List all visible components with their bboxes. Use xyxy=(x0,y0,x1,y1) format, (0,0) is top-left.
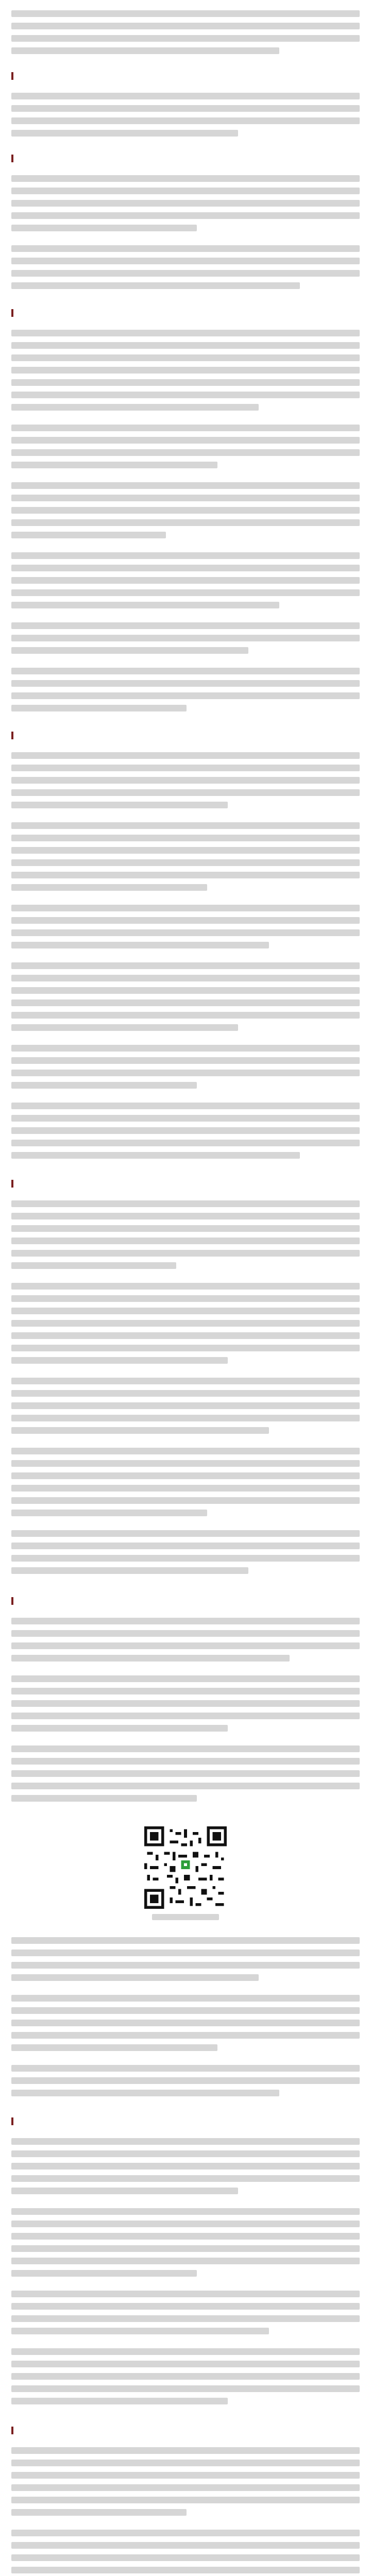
text-line xyxy=(11,1758,360,1765)
text-line xyxy=(11,1937,360,1944)
text-line xyxy=(11,1295,360,1302)
text-line xyxy=(11,622,360,629)
text-line xyxy=(11,2090,279,2096)
text-line xyxy=(11,2554,360,2561)
text-line xyxy=(11,2373,360,2380)
text-line xyxy=(11,354,360,361)
section-heading xyxy=(11,72,114,81)
text-line xyxy=(11,1045,360,1052)
text-line xyxy=(11,1485,360,1492)
text-line xyxy=(11,577,360,584)
text-line xyxy=(11,47,279,54)
text-line xyxy=(11,282,300,289)
text-line xyxy=(11,1448,360,1454)
text-line xyxy=(11,1713,360,1719)
qr-caption xyxy=(152,1914,219,1920)
text-line xyxy=(11,117,360,124)
text-line xyxy=(11,1555,360,1562)
section-heading xyxy=(11,732,166,741)
text-line xyxy=(11,2291,360,2297)
text-line xyxy=(11,2348,360,2355)
text-line xyxy=(11,449,360,456)
text-line xyxy=(11,872,360,878)
text-line xyxy=(11,1283,360,1290)
text-line xyxy=(11,1688,360,1694)
text-line xyxy=(11,1140,360,1146)
text-line xyxy=(11,1115,360,1122)
text-line xyxy=(11,2385,360,2392)
text-line xyxy=(11,2303,360,2310)
text-line xyxy=(11,905,360,911)
text-line xyxy=(11,2398,228,2404)
text-line xyxy=(11,2270,197,2277)
text-line xyxy=(11,789,360,796)
text-line xyxy=(11,1012,360,1019)
text-line xyxy=(11,495,360,501)
text-line xyxy=(11,2032,360,2039)
text-line xyxy=(11,258,360,264)
text-line xyxy=(11,1675,360,1682)
text-line xyxy=(11,1378,360,1384)
text-line xyxy=(11,1497,360,1504)
text-line xyxy=(11,565,360,571)
text-line xyxy=(11,2175,360,2182)
text-line xyxy=(11,1127,360,1134)
text-line xyxy=(11,1783,360,1789)
text-line xyxy=(11,1745,360,1752)
text-line xyxy=(11,532,166,538)
text-line xyxy=(11,1332,360,1339)
text-line xyxy=(11,1618,360,1624)
text-line xyxy=(11,2150,360,2157)
text-line xyxy=(11,23,360,29)
text-line xyxy=(11,507,360,514)
text-line xyxy=(11,437,360,444)
text-line xyxy=(11,1725,228,1732)
text-line xyxy=(11,1530,360,1537)
text-line xyxy=(11,917,360,924)
text-line xyxy=(11,2567,360,2573)
section-heading xyxy=(11,309,135,318)
text-line xyxy=(11,200,360,207)
text-line xyxy=(11,519,360,526)
text-line xyxy=(11,2138,360,2145)
text-line xyxy=(11,1238,360,1244)
text-line xyxy=(11,1262,176,1269)
text-line xyxy=(11,1070,360,1076)
text-line xyxy=(11,1357,228,1364)
text-line xyxy=(11,175,360,182)
text-line xyxy=(11,835,360,841)
text-line xyxy=(11,2163,360,2170)
text-line xyxy=(11,2447,360,2454)
text-line xyxy=(11,975,360,981)
text-line xyxy=(11,1427,269,1434)
text-line xyxy=(11,859,360,866)
text-line xyxy=(11,1320,360,1327)
text-line xyxy=(11,2472,360,2479)
text-line xyxy=(11,999,360,1006)
text-line xyxy=(11,367,360,374)
text-line xyxy=(11,35,360,42)
text-line xyxy=(11,1962,360,1969)
text-line xyxy=(11,404,259,411)
text-line xyxy=(11,2497,360,2503)
qr-code-block xyxy=(139,1826,232,1920)
text-line xyxy=(11,705,187,711)
text-line xyxy=(11,1510,207,1516)
text-line xyxy=(11,1345,360,1351)
text-line xyxy=(11,589,360,596)
text-line xyxy=(11,1308,360,1314)
section-heading xyxy=(11,2117,135,2127)
text-line xyxy=(11,765,360,771)
qr-code-image xyxy=(144,1826,227,1909)
text-line xyxy=(11,1995,360,2002)
text-line xyxy=(11,212,360,219)
text-line xyxy=(11,2258,360,2264)
section-heading xyxy=(11,1180,145,1189)
text-line xyxy=(11,2007,360,2014)
text-line xyxy=(11,270,360,277)
text-line xyxy=(11,2530,360,2536)
text-line xyxy=(11,188,360,194)
text-line xyxy=(11,1250,360,1257)
text-line xyxy=(11,2188,238,2194)
text-line xyxy=(11,1225,360,1232)
text-line xyxy=(11,1950,360,1956)
text-line xyxy=(11,1700,360,1707)
text-line xyxy=(11,1213,360,1219)
text-line xyxy=(11,2328,269,2334)
section-heading xyxy=(11,2427,114,2436)
text-line xyxy=(11,425,360,431)
text-line xyxy=(11,2542,360,2549)
text-line xyxy=(11,802,228,808)
text-line xyxy=(11,884,207,891)
text-line xyxy=(11,635,360,641)
text-line xyxy=(11,1770,360,1777)
text-line xyxy=(11,1543,360,1549)
text-line xyxy=(11,2361,360,2367)
text-line xyxy=(11,1390,360,1397)
text-line xyxy=(11,1200,360,1207)
text-line xyxy=(11,962,360,969)
text-line xyxy=(11,552,360,559)
text-line xyxy=(11,2509,187,2516)
text-line xyxy=(11,2245,360,2252)
text-line xyxy=(11,1630,360,1637)
text-line xyxy=(11,647,248,654)
text-line xyxy=(11,777,360,784)
text-line xyxy=(11,692,360,699)
text-line xyxy=(11,2077,360,2084)
text-line xyxy=(11,1103,360,1109)
text-line xyxy=(11,2065,360,2072)
text-line xyxy=(11,822,360,829)
text-line xyxy=(11,379,360,386)
text-line xyxy=(11,2484,360,2491)
text-line xyxy=(11,680,360,687)
text-line xyxy=(11,225,197,231)
text-line xyxy=(11,342,360,349)
text-line xyxy=(11,668,360,674)
text-line xyxy=(11,482,360,489)
text-line xyxy=(11,929,360,936)
text-line xyxy=(11,987,360,994)
text-line xyxy=(11,1402,360,1409)
text-line xyxy=(11,1415,360,1421)
text-line xyxy=(11,2233,360,2240)
text-line xyxy=(11,2315,360,2322)
text-line xyxy=(11,130,238,137)
text-line xyxy=(11,1152,300,1159)
text-line xyxy=(11,10,360,17)
text-line xyxy=(11,2020,360,2026)
text-line xyxy=(11,392,360,398)
text-line xyxy=(11,2208,360,2215)
text-line xyxy=(11,1057,360,1064)
text-line xyxy=(11,942,269,948)
section-heading xyxy=(11,155,125,164)
text-line xyxy=(11,2044,217,2051)
text-line xyxy=(11,1655,290,1662)
text-line xyxy=(11,1460,360,1467)
text-line xyxy=(11,752,360,759)
section-heading xyxy=(11,1597,125,1606)
text-line xyxy=(11,847,360,854)
text-line xyxy=(11,462,217,468)
text-line xyxy=(11,2221,360,2227)
text-line xyxy=(11,1024,238,1031)
text-line xyxy=(11,245,360,252)
text-line xyxy=(11,1567,248,1574)
text-line xyxy=(11,93,360,99)
text-line xyxy=(11,1795,197,1802)
text-line xyxy=(11,1974,259,1981)
text-line xyxy=(11,1082,197,1089)
text-line xyxy=(11,330,360,336)
text-line xyxy=(11,1472,360,1479)
text-line xyxy=(11,602,279,608)
text-line xyxy=(11,1642,360,1649)
text-line xyxy=(11,2460,360,2466)
text-line xyxy=(11,105,360,112)
